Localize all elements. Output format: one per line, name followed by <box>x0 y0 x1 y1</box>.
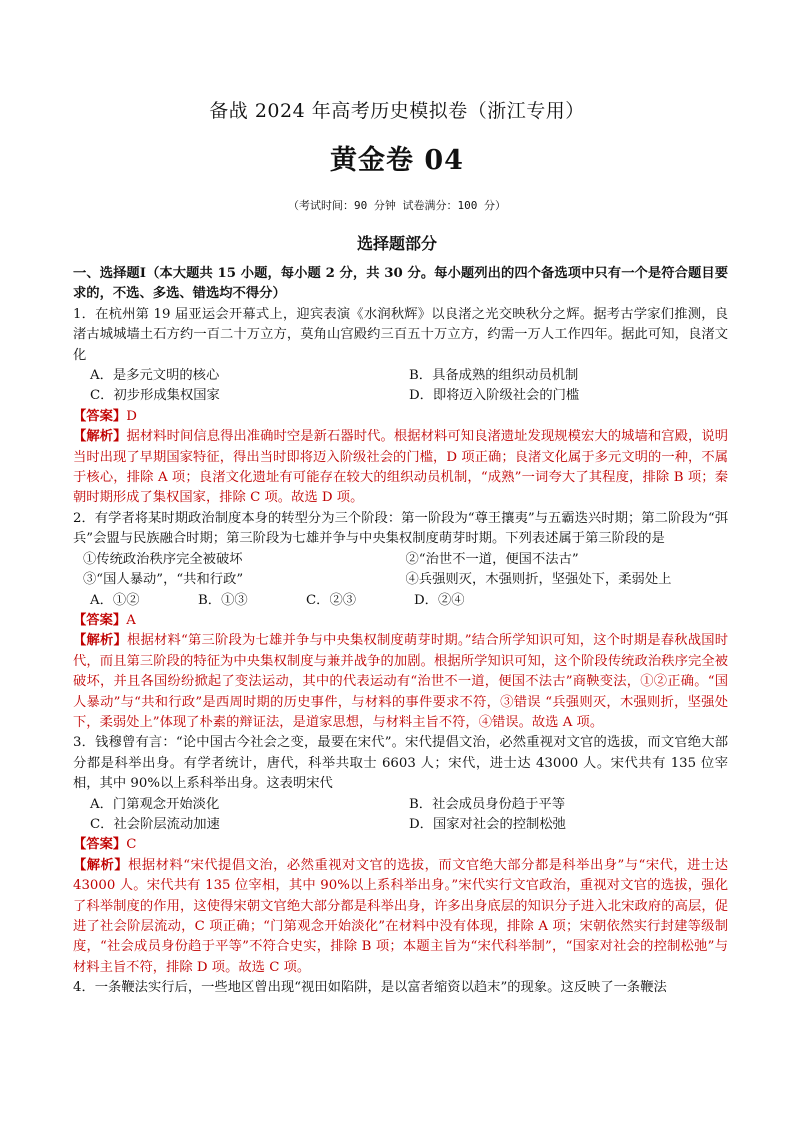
question-stem: 3．钱穆曾有言：“论中国古今社会之变，最要在宋代”。宋代提倡文治，必然重视对文官的选拔，而文官绝大部分都是科举出身。有学者统计，唐代，科举共取士 6603 人；宋代，进士达 43000 人。宋代共有 135 位宰相，其中 90%以上系科举出身。这表明宋代 <box>73 735 728 792</box>
option-row <box>73 815 728 835</box>
question-body <box>73 264 728 999</box>
analysis-text: 根据材料“第三阶段为七雄并争与中央集权制度萌芽时期。”结合所学知识可知，这个时期是春秋战国时代，而且第三阶段的特征为中央集权制度与兼并战争的加剧。根据所学知识可知，这个阶段传统政治秩序完全被破坏，并且各国纷纷掀起了变法运动，其中的代表运动有“治世不一道，便国不法古”商鞅变法，①②正确。“国人暴动”与“共和行政”是西周时期的历史事件，与材料的事件要求不符，③错误 “兵强则灭，木强则折，坚强处下，柔弱处上”体现了朴素的辩证法，是道家思想，与材料主旨不符，④错误。故选 A 项。 <box>73 633 729 730</box>
answer-value: D <box>126 408 137 424</box>
answer-line <box>73 835 728 855</box>
answer-tag: 【答案】 <box>73 408 127 424</box>
analysis-line <box>73 856 728 978</box>
option-d: D．②④ <box>414 592 465 608</box>
analysis-line <box>73 631 728 733</box>
paper-subtitle: 黄金卷 04 <box>330 145 464 176</box>
option-b: B．具备成熟的组织动员机制 <box>409 368 579 384</box>
option-a: A．①② <box>90 592 140 608</box>
option-a: A．是多元文明的核心 <box>90 368 220 384</box>
analysis-tag: 【解析】 <box>73 857 129 873</box>
item-row <box>73 570 728 590</box>
answer-tag: 【答案】 <box>73 837 127 853</box>
question-stem: 1．在杭州第 19 届亚运会开幕式上，迎宾表演《水润秋辉》以良渚之光交映秋分之辉。据考古学家们推测，良渚古城城墙土石方约一百二十万立方，莫角山宫殿约三百五十万立方，约需一万人工作四年。据此可知，良渚文化 <box>73 306 728 363</box>
item-1: ①传统政治秩序完全被破坏 <box>83 551 243 567</box>
answer-line <box>73 611 728 631</box>
option-a: A．门第观念开始淡化 <box>90 796 220 812</box>
option-row <box>73 591 728 611</box>
question-3 <box>73 733 728 978</box>
analysis-text: 据材料时间信息得出准确时空是新石器时代。根据材料可知良渚遗址发现规模宏大的城墙和宫殿，说明当时出现了早期国家特征，得出当时即将迈入阶级社会的门槛，D 项正确；良渚文化属于多元文明的一种，不属于核心，排除 A 项；良渚文化遗址有可能存在较大的组织动员机制，“成熟”一词夸大了其程度，排除 B 项；秦朝时期形成了集权国家，排除 C 项。故选 D 项。 <box>73 429 729 506</box>
answer-value: A <box>126 612 136 628</box>
section-instructions: 一、选择题Ⅰ（本大题共 15 小题，每小题 2 分，共 30 分。每小题列出的四个备选项中只有一个是符合题目要求的，不选、多选、错选均不得分） <box>73 266 728 302</box>
option-row <box>73 795 728 815</box>
answer-line <box>73 407 728 427</box>
item-3: ③“国人暴动”，“共和行政” <box>83 572 244 588</box>
exam-info: （考试时间：90 分钟 试卷满分：100 分） <box>288 199 506 212</box>
analysis-text: 根据材料“宋代提倡文治，必然重视对文官的选拔，而文官绝大部分都是科举出身”与“宋代，进士达 43000 人。宋代共有 135 位宰相，其中 90%以上系科举出身。”宋代实行文官政治，重视对文官的选拔，强化了科举制度的作用，这使得宋朝文官绝大部分都是科举出身，许多出身底层的知识分子进入北宋政府的高层，促进了社会阶层流动，C 项正确；“门第观念开始淡化”在材料中没有体现，排除 A 项；宋朝依然实行封建等级制度，“社会成员身份趋于平等”不符合史实，排除 B 项；本题主旨为“宋代科举制”，“国家对社会的控制松弛”与材料主旨不符，排除 D 项。故选 C 项。 <box>73 857 728 975</box>
option-b: B．①③ <box>198 592 248 608</box>
question-stem: 4．一条鞭法实行后，一些地区曾出现“视田如陷阱，是以富者缩资以趋末”的现象。这反映了一条鞭法 <box>73 980 667 996</box>
answer-tag: 【答案】 <box>73 612 127 628</box>
analysis-tag: 【解析】 <box>73 429 127 445</box>
option-row <box>73 386 728 406</box>
question-2 <box>73 509 728 733</box>
item-4: ④兵强则灭，木强则折，坚强处下，柔弱处上 <box>405 572 672 588</box>
analysis-line <box>73 427 728 509</box>
item-row <box>73 550 728 570</box>
option-c: C．初步形成集权国家 <box>90 388 220 404</box>
option-d: D．国家对社会的控制松弛 <box>409 816 566 832</box>
option-d: D．即将迈入阶级社会的门槛 <box>409 388 580 404</box>
question-1 <box>73 305 728 509</box>
answer-value: C <box>126 837 137 853</box>
analysis-tag: 【解析】 <box>73 633 127 649</box>
option-c: C．社会阶层流动加速 <box>90 816 220 832</box>
option-c: C．②③ <box>306 592 357 608</box>
exam-title: 备战 2024 年高考历史模拟卷（浙江专用） <box>209 100 585 122</box>
question-stem: 2．有学者将某时期政治制度本身的转型分为三个阶段：第一阶段为“尊王攘夷”与五霸迭兴时期；第二阶段为“弭兵”会盟与民族融合时期；第三阶段为七雄并争与中央集权制度萌芽时期。下列表述属于第三阶段的是 <box>73 510 728 547</box>
section-title: 选择题部分 <box>356 234 437 253</box>
option-b: B．社会成员身份趋于平等 <box>409 796 566 812</box>
option-row <box>73 366 728 386</box>
item-2: ②“治世不一道，便国不法古” <box>405 551 579 567</box>
question-4 <box>73 978 728 998</box>
